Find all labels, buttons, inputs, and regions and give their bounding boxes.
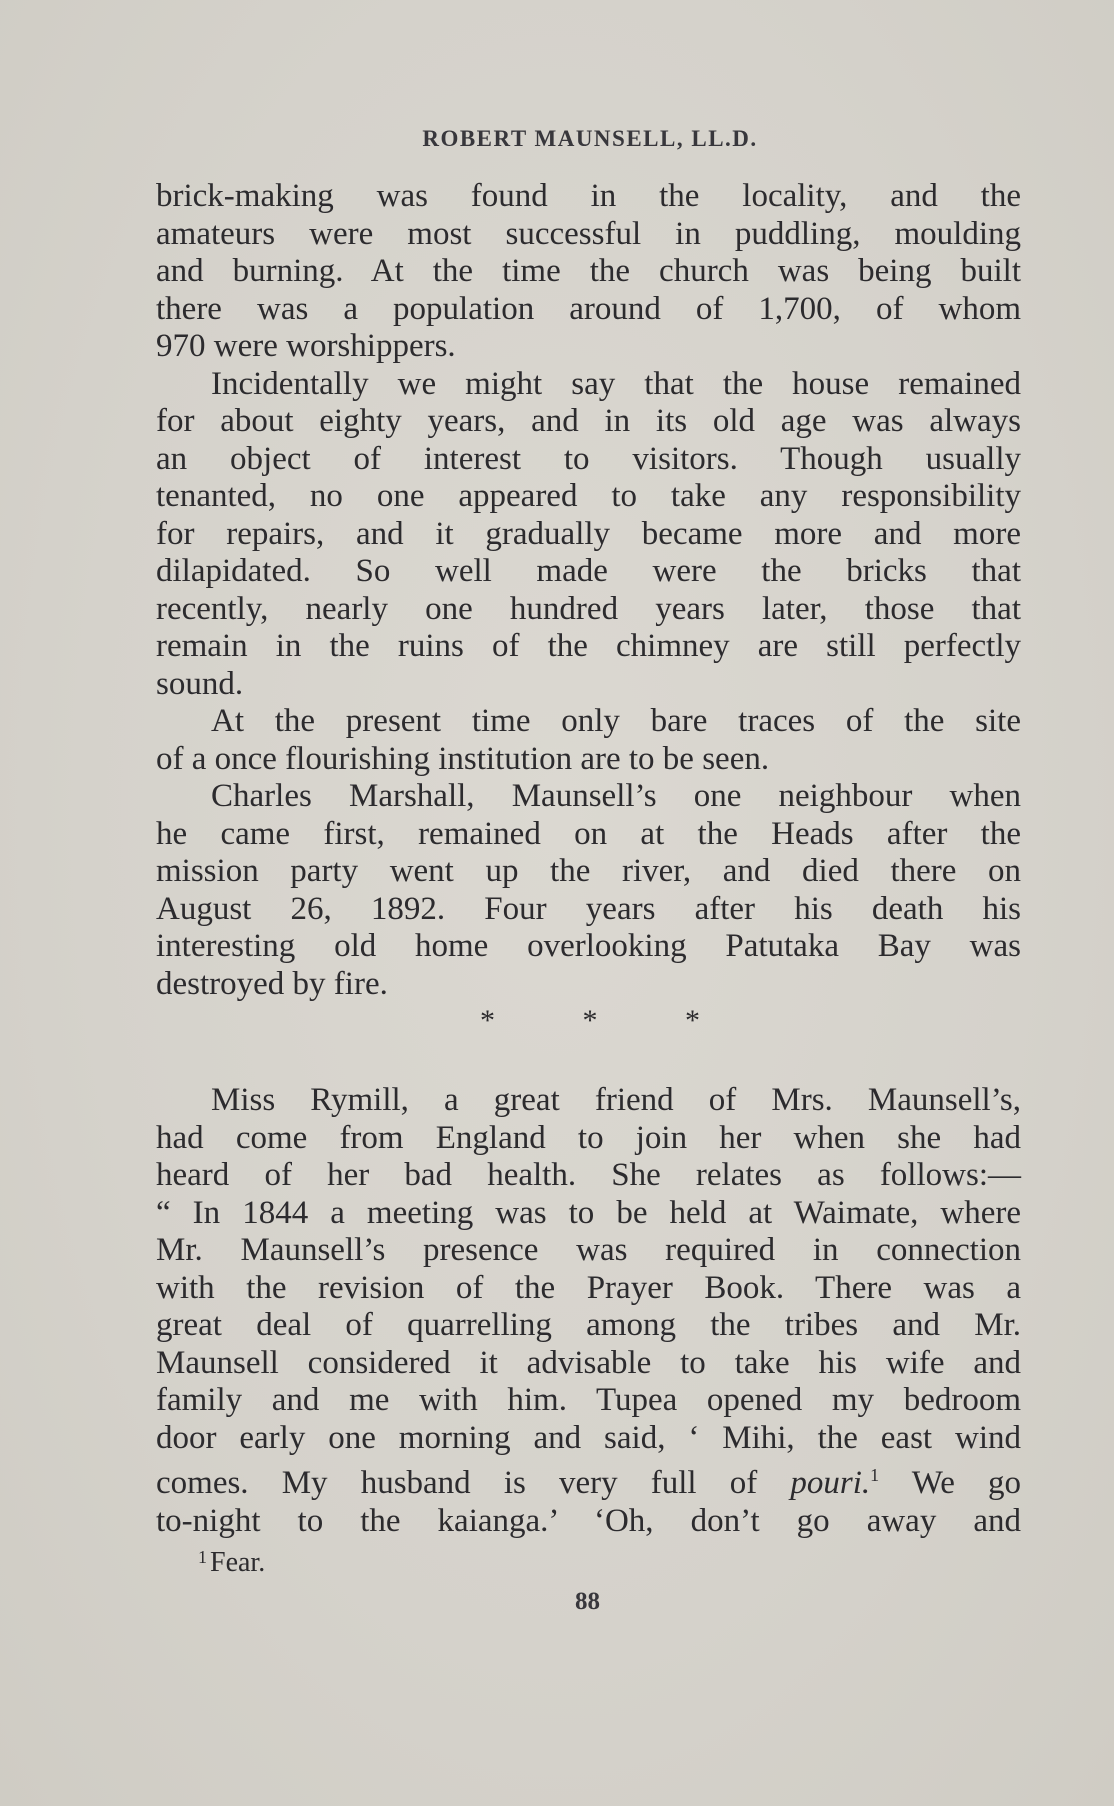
text-line: for repairs, and it gradually became more and more bbox=[156, 515, 1021, 552]
italic-word: pouri. bbox=[790, 1465, 871, 1501]
text-line: mission party went up the river, and died there on bbox=[156, 853, 1021, 889]
text-block-upper bbox=[156, 178, 1021, 1003]
text-line: an object of interest to visitors. Though usually bbox=[156, 440, 1021, 477]
text-line: with the revision of the Prayer Book. There was a bbox=[156, 1269, 1021, 1306]
text-line: family and me with him. Tupea opened my bedroom bbox=[156, 1382, 1021, 1418]
paragraph-4 bbox=[156, 778, 1021, 1003]
running-head: ROBERT MAUNSELL, LL.D. bbox=[422, 126, 758, 151]
asterisk: * bbox=[480, 1004, 495, 1037]
text-line: brick-making was found in the locality, and the bbox=[156, 178, 1021, 214]
text-line: there was a population around of 1,700, of whom bbox=[156, 290, 1021, 327]
text-line: Maunsell considered it advisable to take his wife and bbox=[156, 1344, 1021, 1381]
footnote bbox=[198, 1547, 265, 1579]
text-line: had come from England to join her when she had bbox=[156, 1119, 1021, 1156]
text-line-with-footnote-ref bbox=[156, 1457, 1021, 1503]
text-line: he came first, remained on at the Heads after the bbox=[156, 815, 1021, 852]
text-segment: We go bbox=[911, 1465, 1022, 1501]
text-line: amateurs were most successful in puddling, moulding bbox=[156, 215, 1021, 252]
paragraph-2 bbox=[156, 366, 1021, 704]
asterisk: * bbox=[582, 1004, 598, 1037]
text-line: remain in the ruins of the chimney are still perfectly bbox=[156, 628, 1021, 664]
text-line: Mr. Maunsell’s presence was required in connection bbox=[156, 1232, 1021, 1268]
text-line: Miss Rymill, a great friend of Mrs. Maunsell’s, bbox=[211, 1082, 1021, 1118]
text-line: “ In 1844 a meeting was to be held at Waimate, where bbox=[156, 1194, 1021, 1231]
asterisk: * bbox=[685, 1004, 700, 1037]
text-line: At the present time only bare traces of the site bbox=[211, 703, 1021, 739]
text-line: great deal of quarrelling among the tribes and Mr. bbox=[156, 1307, 1021, 1343]
footnote-marker: 1 bbox=[198, 1547, 207, 1567]
text-line: interesting old home overlooking Patutaka Bay was bbox=[156, 928, 1021, 964]
text-line: for about eighty years, and in its old age was always bbox=[156, 403, 1021, 439]
paragraph-1 bbox=[156, 178, 1021, 366]
text-line: to-night to the kaianga.’ ‘Oh, don’t go away and bbox=[156, 1502, 1021, 1539]
text-line: dilapidated. So well made were the bricks that bbox=[156, 553, 1021, 589]
text-line: sound. bbox=[156, 665, 244, 702]
text-line: 970 were worshippers. bbox=[156, 328, 456, 364]
text-line: recently, nearly one hundred years later, those that bbox=[156, 590, 1021, 627]
text-line: destroyed by fire. bbox=[156, 965, 388, 1002]
text-line: and burning. At the time the church was being built bbox=[156, 253, 1021, 289]
text-line: heard of her bad health. She relates as follows:— bbox=[156, 1157, 1021, 1193]
footnote-text: Fear. bbox=[210, 1547, 266, 1578]
page-number: 88 bbox=[575, 1588, 600, 1615]
footnote-ref[interactable]: 1 bbox=[870, 1465, 880, 1485]
paragraph-5 bbox=[156, 1082, 1021, 1540]
paragraph-3 bbox=[156, 703, 1021, 778]
text-line: tenanted, no one appeared to take any responsibility bbox=[156, 478, 1021, 514]
text-segment: comes. My husband is very full of bbox=[156, 1465, 758, 1501]
text-line: August 26, 1892. Four years after his death his bbox=[156, 890, 1021, 927]
text-line: Incidentally we might say that the house remained bbox=[211, 365, 1021, 402]
text-line: of a once flourishing institution are to be seen. bbox=[156, 740, 770, 777]
text-line: door early one morning and said, ‘ Mihi, the east wind bbox=[156, 1419, 1021, 1456]
text-line: Charles Marshall, Maunsell’s one neighbour when bbox=[211, 778, 1021, 814]
text-block-lower bbox=[156, 1082, 1021, 1540]
section-separator bbox=[480, 1004, 700, 1038]
